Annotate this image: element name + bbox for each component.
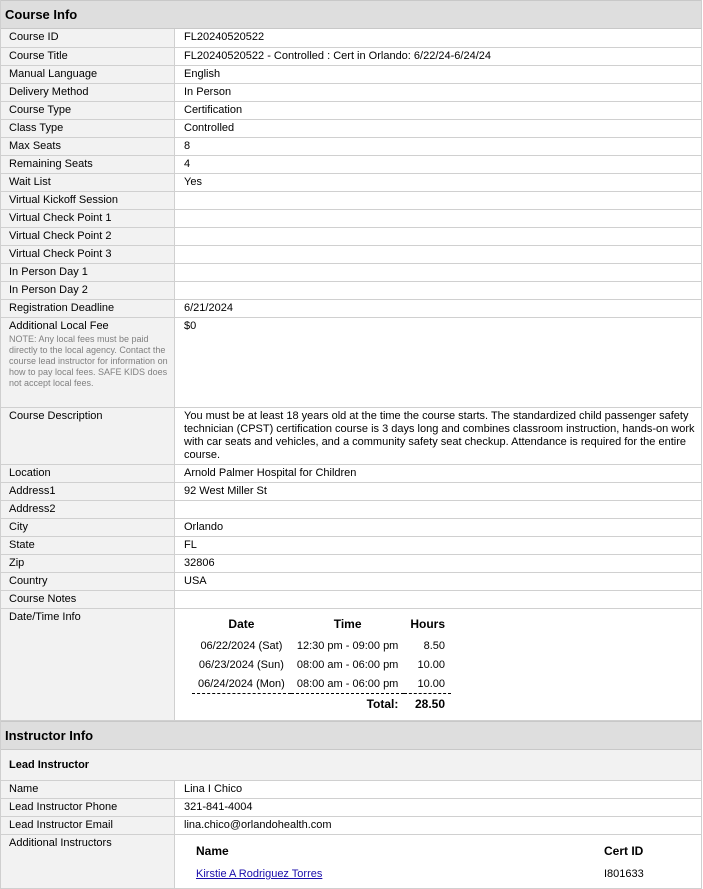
session-row: [192, 637, 451, 656]
session-time: 08:00 am - 06:00 pm: [291, 656, 405, 675]
row-label: In Person Day 1: [1, 263, 175, 281]
instructor-cert-id: I801633: [600, 866, 703, 884]
row-value: FL20240520522: [175, 29, 702, 47]
course-info-table: [1, 29, 701, 721]
table-row: [1, 799, 701, 817]
table-row: [1, 536, 701, 554]
instructor-info-table: [1, 781, 701, 889]
row-value: 92 West Miller St: [175, 482, 702, 500]
table-row: [1, 245, 701, 263]
session-date: 06/23/2024 (Sun): [192, 656, 291, 675]
additional-local-fee-row: [1, 317, 701, 407]
row-value: [175, 245, 702, 263]
table-row: [1, 173, 701, 191]
total-row: [192, 693, 451, 714]
row-value: [175, 263, 702, 281]
table-row: [1, 191, 701, 209]
table-row: [1, 500, 701, 518]
table-row: [1, 209, 701, 227]
row-label: Class Type: [1, 119, 175, 137]
session-hours: 10.00: [404, 656, 451, 675]
fee-label: Additional Local Fee: [9, 320, 170, 333]
instructor-info-header: Instructor Info: [1, 721, 701, 750]
row-label: Lead Instructor Phone: [1, 799, 175, 817]
session-hours: 10.00: [404, 675, 451, 694]
course-description-row: [1, 407, 701, 464]
datetime-table: [192, 615, 451, 714]
table-row: [1, 227, 701, 245]
datetime-info-row: [1, 608, 701, 720]
session-row: [192, 656, 451, 675]
row-label: State: [1, 536, 175, 554]
session-date: 06/22/2024 (Sat): [192, 637, 291, 656]
row-value: Certification: [175, 101, 702, 119]
additional-instructors-table: [192, 839, 703, 884]
date-header: Date: [192, 615, 291, 637]
row-label: Remaining Seats: [1, 155, 175, 173]
row-label: Registration Deadline: [1, 299, 175, 317]
lead-instructor-phone: 321-841-4004: [175, 799, 702, 817]
table-row: [1, 590, 701, 608]
table-row: [1, 572, 701, 590]
row-value: 6/21/2024: [175, 299, 702, 317]
table-row: [1, 47, 701, 65]
instructor-name-link[interactable]: Kirstie A Rodriguez Torres: [196, 868, 322, 880]
row-value: USA: [175, 572, 702, 590]
session-row: [192, 675, 451, 694]
row-label: Course ID: [1, 29, 175, 47]
row-value: FL: [175, 536, 702, 554]
row-label: Max Seats: [1, 137, 175, 155]
row-label: Additional Instructors: [1, 835, 175, 889]
course-description-text: You must be at least 18 years old at the time the course starts. The standardized child passenger safety technician (CPST) certification course is 3 days long and combines classroom instruction, hands-on work with car seats and vehicles, and a community safety seat checkup. Attendance is required for the entire course.: [175, 407, 702, 464]
row-value: Yes: [175, 173, 702, 191]
row-label: Location: [1, 464, 175, 482]
row-label: Course Type: [1, 101, 175, 119]
lead-instructor-email: lina.chico@orlandohealth.com: [175, 817, 702, 835]
row-value: [175, 590, 702, 608]
table-row: [1, 464, 701, 482]
lead-instructor-header: Lead Instructor: [1, 750, 701, 781]
table-row: [1, 155, 701, 173]
row-label: Course Notes: [1, 590, 175, 608]
row-label: Virtual Kickoff Session: [1, 191, 175, 209]
hours-header: Hours: [404, 615, 451, 637]
row-label: Manual Language: [1, 65, 175, 83]
row-value: Orlando: [175, 518, 702, 536]
session-time: 12:30 pm - 09:00 pm: [291, 637, 405, 656]
total-label: Total:: [291, 693, 405, 714]
row-label: Course Title: [1, 47, 175, 65]
row-value: [175, 281, 702, 299]
table-row: [1, 101, 701, 119]
row-label: In Person Day 2: [1, 281, 175, 299]
row-value: English: [175, 65, 702, 83]
row-label: Zip: [1, 554, 175, 572]
session-time: 08:00 am - 06:00 pm: [291, 675, 405, 694]
row-label: Delivery Method: [1, 83, 175, 101]
table-row: [1, 482, 701, 500]
row-value: [175, 227, 702, 245]
table-row: [1, 554, 701, 572]
row-label: Virtual Check Point 3: [1, 245, 175, 263]
course-info-header: Course Info: [1, 0, 701, 29]
additional-instructors-row: [1, 835, 701, 889]
fee-note: NOTE: Any local fees must be paid directly to the local agency. Contact the course lead instructor for information on how to pay local fees. SAFE KIDS does not accept local fees.: [9, 334, 170, 389]
row-label: Address1: [1, 482, 175, 500]
lead-instructor-name: Lina I Chico: [175, 781, 702, 799]
row-value: Arnold Palmer Hospital for Children: [175, 464, 702, 482]
row-label: Virtual Check Point 2: [1, 227, 175, 245]
row-label: Course Description: [1, 407, 175, 464]
table-row: [1, 137, 701, 155]
datetime-cell: [175, 608, 702, 720]
row-value: [175, 191, 702, 209]
table-row: [1, 263, 701, 281]
table-row: [1, 29, 701, 47]
row-label: Country: [1, 572, 175, 590]
row-label: Date/Time Info: [1, 608, 175, 720]
time-header: Time: [291, 615, 405, 637]
table-row: [1, 817, 701, 835]
session-date: 06/24/2024 (Mon): [192, 675, 291, 694]
table-row: [1, 281, 701, 299]
table-row: [1, 781, 701, 799]
row-value: [175, 500, 702, 518]
table-row: [1, 518, 701, 536]
table-row: [1, 65, 701, 83]
row-label: Virtual Check Point 1: [1, 209, 175, 227]
row-value: Controlled: [175, 119, 702, 137]
row-value: 8: [175, 137, 702, 155]
session-hours: 8.50: [404, 637, 451, 656]
row-value: 32806: [175, 554, 702, 572]
fee-label-cell: [1, 317, 175, 407]
fee-value: $0: [175, 317, 702, 407]
row-label: Wait List: [1, 173, 175, 191]
row-value: 4: [175, 155, 702, 173]
table-row: [1, 299, 701, 317]
additional-instructors-cell: [175, 835, 702, 889]
row-label: City: [1, 518, 175, 536]
row-value: In Person: [175, 83, 702, 101]
row-value: [175, 209, 702, 227]
row-label: Lead Instructor Email: [1, 817, 175, 835]
cert-id-header: Cert ID: [600, 839, 703, 866]
row-label: Name: [1, 781, 175, 799]
row-value: FL20240520522 - Controlled : Cert in Orlando: 6/22/24-6/24/24: [175, 47, 702, 65]
total-hours: 28.50: [404, 693, 451, 714]
table-row: [1, 119, 701, 137]
row-label: Address2: [1, 500, 175, 518]
table-row: [1, 83, 701, 101]
name-header: Name: [192, 839, 600, 866]
instructor-row: [192, 866, 703, 884]
